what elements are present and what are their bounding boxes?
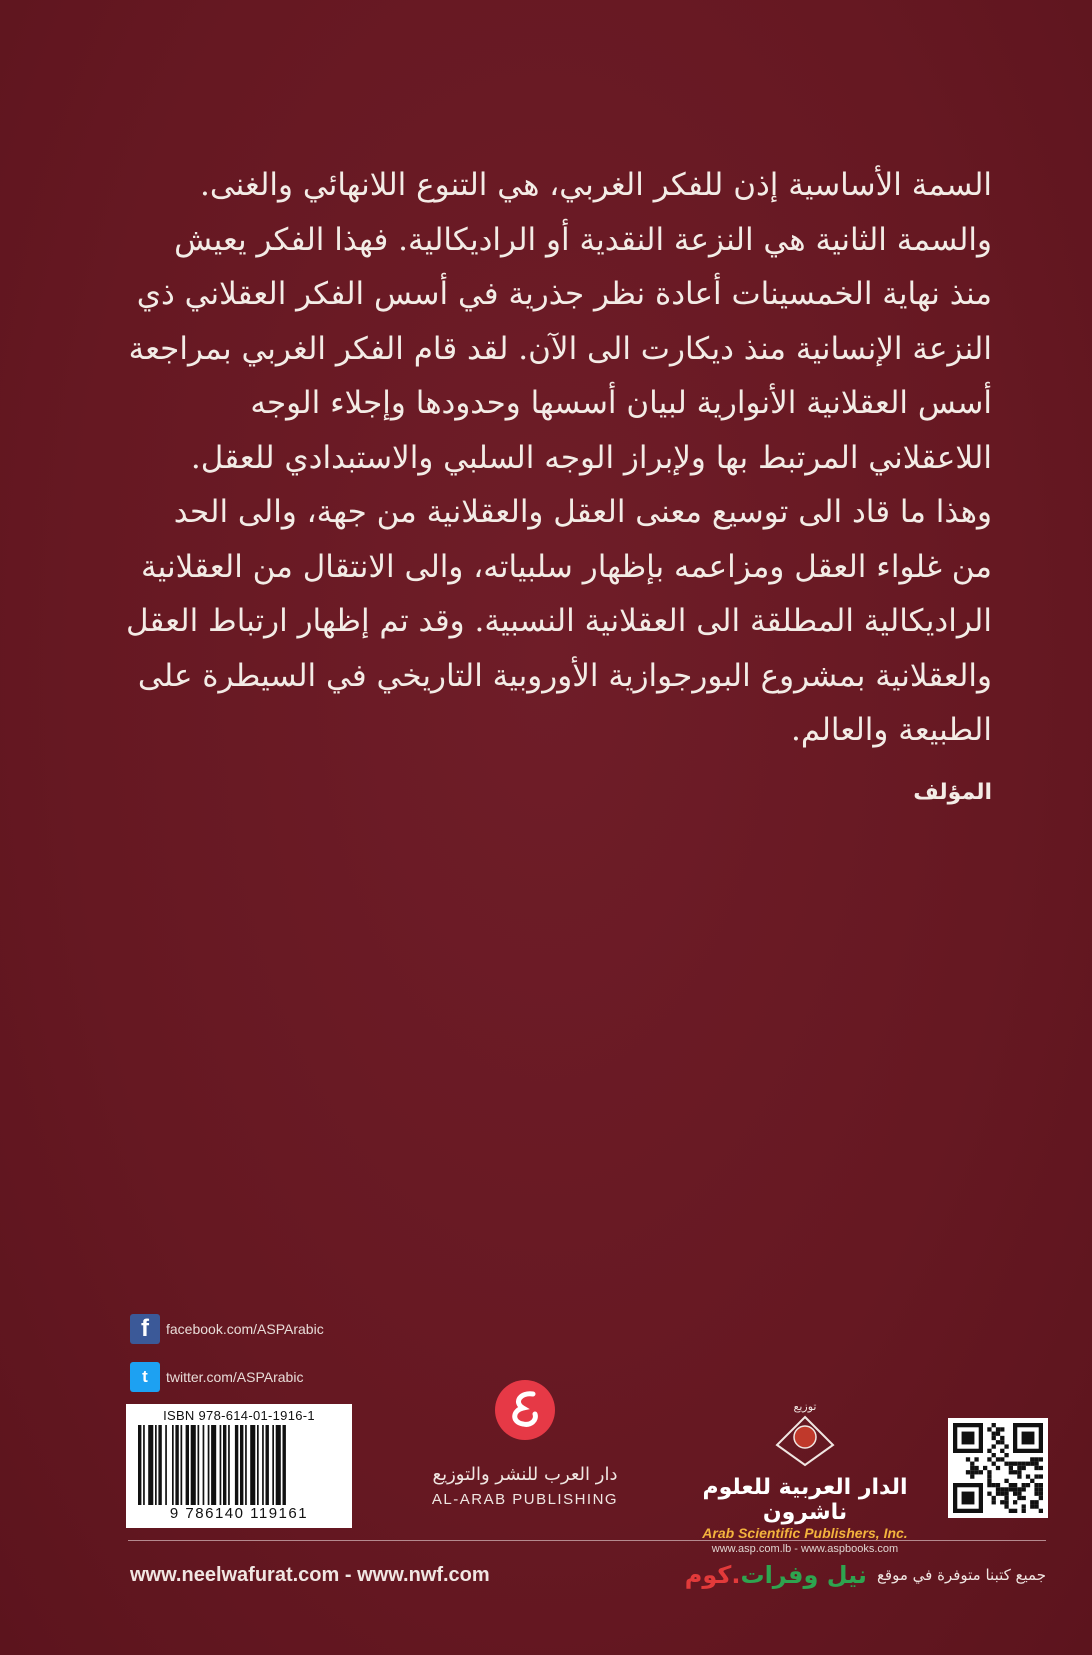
- twitter-url: twitter.com/ASPArabic: [166, 1369, 304, 1385]
- blurb-line: الطبيعة والعالم.: [791, 712, 992, 748]
- footer-bar: [130, 1560, 1046, 1590]
- nwf-logo-red: .كوم: [684, 1561, 741, 1589]
- store-urls[interactable]: www.neelwafurat.com - www.nwf.com: [130, 1563, 490, 1586]
- distribution-label: توزيع: [793, 1400, 817, 1413]
- qr-code: [948, 1418, 1048, 1518]
- blurb-line: والسمة الثانية هي النزعة النقدية أو الراديكالية. فهذا الفكر يعيش: [174, 221, 992, 258]
- isbn-barcode: [126, 1404, 352, 1528]
- asp-arabic-name: الدار العربية للعلوم ناشرون: [702, 1475, 908, 1525]
- qr-code-graphic: [953, 1423, 1043, 1513]
- barcode-bars: [132, 1425, 346, 1505]
- blurb-line: النزعة الإنسانية منذ ديكارت الى الآن. لقد قام الفكر الغربي بمراجعة: [128, 330, 992, 367]
- asp-websites[interactable]: www.asp.com.lb - www.aspbooks.com: [711, 1543, 899, 1555]
- facebook-link[interactable]: [130, 1314, 324, 1344]
- blurb-line: اللاعقلاني المرتبط بها ولإبراز الوجه السلبي والاستبدادي للعقل.: [190, 439, 992, 476]
- blurb-line: من غلواء العقل ومزاعمه بإظهار سلبياته، والى الانتقال من العقلانية: [141, 548, 992, 585]
- blurb-line: السمة الأساسية إذن للفكر الغربي، هي التنوع اللانهائي والغنى.: [199, 167, 992, 203]
- nwf-logo: [685, 1561, 867, 1589]
- barcode-graphic: [132, 1425, 346, 1505]
- alarab-english-name: AL-ARAB PUBLISHING: [431, 1491, 619, 1508]
- blurb-line: أسس العقلانية الأنوارية لبيان أسسها وحدودها وإجلاء الوجه: [250, 385, 992, 421]
- asp-emblem-icon: [775, 1415, 835, 1467]
- nwf-brand: [685, 1561, 1046, 1589]
- blurb-text: [112, 158, 992, 758]
- barcode-digits: 9 786140 119161: [169, 1505, 309, 1522]
- alarab-arabic-name: دار العرب للنشر والتوزيع: [432, 1464, 618, 1485]
- blurb-line: منذ نهاية الخمسينات أعادة نظر جذرية في أسس الفكر العقلاني ذي: [136, 276, 992, 312]
- alarab-emblem-icon: [493, 1378, 557, 1442]
- facebook-url: facebook.com/ASPArabic: [166, 1321, 324, 1337]
- availability-text: جميع كتبنا متوفرة في موقع: [876, 1566, 1046, 1584]
- blurb-line: والعقلانية بمشروع البورجوازية الأوروبية التاريخي في السيطرة على: [137, 657, 992, 694]
- facebook-icon: f: [130, 1314, 160, 1344]
- blurb-line: الراديكالية المطلقة الى العقلانية النسبية. وقد تم إظهار ارتباط العقل: [126, 603, 992, 639]
- twitter-link[interactable]: [130, 1362, 303, 1392]
- asp-publisher-logo: [670, 1400, 940, 1555]
- alarab-publishing-logo: [425, 1378, 625, 1508]
- twitter-icon: t: [130, 1362, 160, 1392]
- asp-english-name: Arab Scientific Publishers, Inc.: [702, 1525, 908, 1541]
- author-signature: المؤلف: [913, 780, 992, 805]
- nwf-logo-green: نيل وفرات: [740, 1561, 867, 1589]
- blurb-line: وهذا ما قاد الى توسيع معنى العقل والعقلانية من جهة، والى الحد: [173, 494, 992, 530]
- footer-divider: [128, 1540, 1046, 1541]
- isbn-label: ISBN 978-614-01-1916-1: [163, 1408, 315, 1423]
